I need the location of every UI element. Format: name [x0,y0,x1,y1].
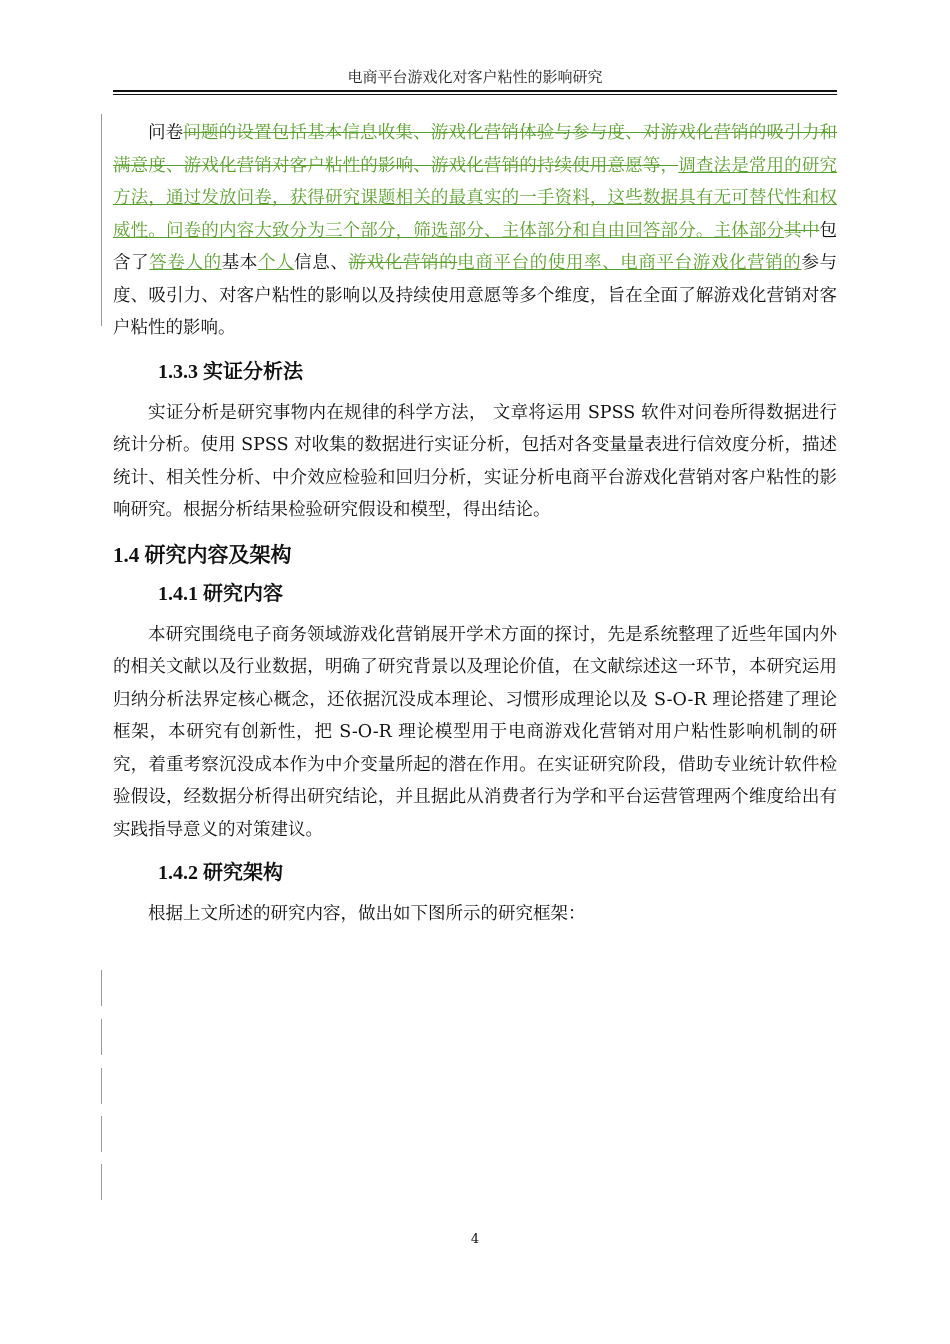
page-number: 4 [470,1232,480,1247]
text-run: 参与度、吸引力、对客户粘性的影响以及持续使用意愿等多个维度，旨在全面了解游戏化营销对客户粘性的影响。 [113,253,838,338]
change-bar [101,1116,102,1152]
change-bar [101,1068,102,1104]
page-header-title: 电商平台游戏化对客户粘性的影响研究 [347,68,603,86]
text-run: 基本 [221,253,258,273]
text-run: 包含了 [113,220,837,273]
section-heading-1-4-1: 1.4.1 研究内容 [158,582,283,605]
change-bar [101,1019,102,1055]
inserted-text: 答卷人的 [149,253,222,273]
deleted-text: 问题的设置包括基本信息收集、游戏化营销体验与参与度、对游戏化营销的吸引力和满意度、游戏化营销对客户粘性的影响、游戏化营销的持续使用意愿等， [113,123,837,176]
deleted-text: 其中 [784,220,820,241]
inserted-text: 电商平台的使用率、电商平台游戏化营销的 [457,253,802,273]
empirical-analysis-paragraph: 实证分析是研究事物内在规律的科学方法， 文章将运用 SPSS 软件对问卷所得数据进行统计分析。使用 SPSS 对收集的数据进行实证分析，包括对各变量量表进行信效度分析，描述统计、相关性分析、中介效应检验和回归分析，实证分析电商平台游戏化营销对客户粘性的影响研究。根据分析结果检验研究假设和模型，得出结论。 [113,402,837,520]
document-body [113,117,837,931]
inserted-text: 个人 [257,253,295,273]
research-framework-paragraph: 根据上文所述的研究内容，做出如下图所示的研究框架： [148,904,586,924]
section-heading-1-4-2: 1.4.2 研究架构 [158,862,283,884]
change-bar [101,1164,102,1200]
text-run: 信息、 [294,253,349,273]
header-rule-thin [113,94,837,95]
inserted-text: 调查法是常用的研究方法，通过发放问卷，获得研究课题相关的最真实的一手资料，这些数据具有无可替代性和权威性。问卷的内容大致分为三个部分，筛选部分、主体部分和自由回答部分。主体部分 [113,155,838,241]
research-content-paragraph: 本研究围绕电子商务领域游戏化营销展开学术方面的探讨，先是系统整理了近些年国内外的相关文献以及行业数据，明确了研究背景以及理论价值，在文献综述这一环节，本研究运用归纳分析法界定核心概念，还依据沉没成本理论、习惯形成理论以及 S-O-R 理论搭建了理论框架，本研究有创新性，把 S-O-R 理论模型用于电商游戏化营销对用户粘性影响机制的研究，着重考察沉没成本作为中介变量所起的潜在作用。在实证研究阶段，借助专业统计软件检验假设，经数据分析得出研究结论，并且据此从消费者行为学和平台运营管理两个维度给出有实践指导意义的对策建议。 [113,624,837,840]
section-heading-1-4: 1.4 研究内容及架构 [113,542,292,567]
deleted-text: 游戏化营销的 [348,253,458,273]
change-bar [101,114,102,326]
change-bar [101,970,102,1006]
section-heading-1-3-3: 1.3.3 实证分析法 [158,360,303,383]
text-run: 问卷 [148,123,184,143]
questionnaire-paragraph [113,117,837,345]
header-rule-thick [113,90,837,92]
